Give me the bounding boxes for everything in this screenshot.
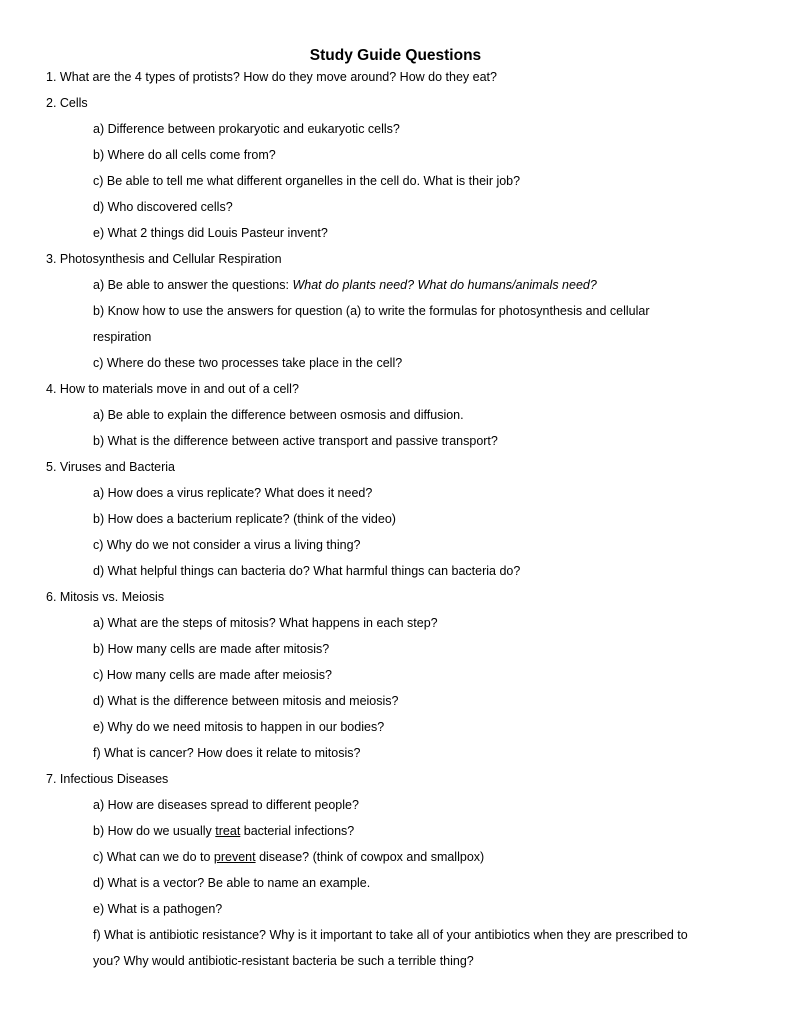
section-5-heading: 5. Viruses and Bacteria <box>46 460 176 474</box>
question-5c: c) Why do we not consider a virus a living thing? <box>93 538 361 552</box>
question-2c: c) Be able to tell me what different organelles in the cell do. What is their job? <box>93 174 521 188</box>
question-6a: a) What are the steps of mitosis? What happens in each step? <box>93 616 438 630</box>
question-6c: c) How many cells are made after meiosis? <box>93 668 332 682</box>
question-3c: c) Where do these two processes take place in the cell? <box>93 356 403 370</box>
question-7e: e) What is a pathogen? <box>93 902 223 916</box>
question-7b <box>93 823 354 839</box>
question-2e: e) What 2 things did Louis Pasteur invent? <box>93 226 328 240</box>
question-7b-post: bacterial infections? <box>240 824 355 838</box>
question-7f-line1: f) What is antibiotic resistance? Why is it important to take all of your antibiotics when they are prescribed to <box>93 928 688 942</box>
section-3-heading: 3. Photosynthesis and Cellular Respiration <box>46 252 282 266</box>
question-5a: a) How does a virus replicate? What does it need? <box>93 486 373 500</box>
question-3b-line2: respiration <box>93 330 152 344</box>
question-6e: e) Why do we need mitosis to happen in our bodies? <box>93 720 385 734</box>
section-6-heading: 6. Mitosis vs. Meiosis <box>46 590 165 604</box>
question-3a-text: a) Be able to answer the questions: <box>93 278 293 292</box>
question-7c-underlined: prevent <box>213 850 256 864</box>
question-7f-line2: you? Why would antibiotic-resistant bacteria be such a terrible thing? <box>93 954 474 968</box>
section-7-heading: 7. Infectious Diseases <box>46 772 169 786</box>
question-4b: b) What is the difference between active transport and passive transport? <box>93 434 498 448</box>
question-6b: b) How many cells are made after mitosis? <box>93 642 330 656</box>
question-5d: d) What helpful things can bacteria do? What harmful things can bacteria do? <box>93 564 521 578</box>
question-7c-pre: c) What can we do to <box>93 850 214 864</box>
question-3a <box>93 277 597 293</box>
question-7d: d) What is a vector? Be able to name an example. <box>93 876 371 890</box>
page-title: Study Guide Questions <box>309 47 482 64</box>
question-7a: a) How are diseases spread to different people? <box>93 798 359 812</box>
question-5b: b) How does a bacterium replicate? (think of the video) <box>93 512 396 526</box>
section-2-heading: 2. Cells <box>46 96 88 110</box>
question-2d: d) Who discovered cells? <box>93 200 233 214</box>
question-2a: a) Difference between prokaryotic and eukaryotic cells? <box>93 122 400 136</box>
question-3b-line1: b) Know how to use the answers for question (a) to write the formulas for photosynthesis and cellular <box>93 304 650 318</box>
section-4-heading: 4. How to materials move in and out of a cell? <box>46 382 299 396</box>
question-6d: d) What is the difference between mitosis and meiosis? <box>93 694 399 708</box>
question-7c-post: disease? (think of cowpox and smallpox) <box>255 850 485 864</box>
question-7b-underlined: treat <box>215 824 241 838</box>
question-1: 1. What are the 4 types of protists? How do they move around? How do they eat? <box>46 70 497 84</box>
question-2b: b) Where do all cells come from? <box>93 148 276 162</box>
question-3a-italic: What do plants need? What do humans/animals need? <box>292 278 597 292</box>
question-7c <box>93 849 484 865</box>
question-7b-pre: b) How do we usually <box>93 824 216 838</box>
question-4a: a) Be able to explain the difference between osmosis and diffusion. <box>93 408 464 422</box>
question-6f: f) What is cancer? How does it relate to mitosis? <box>93 746 361 760</box>
